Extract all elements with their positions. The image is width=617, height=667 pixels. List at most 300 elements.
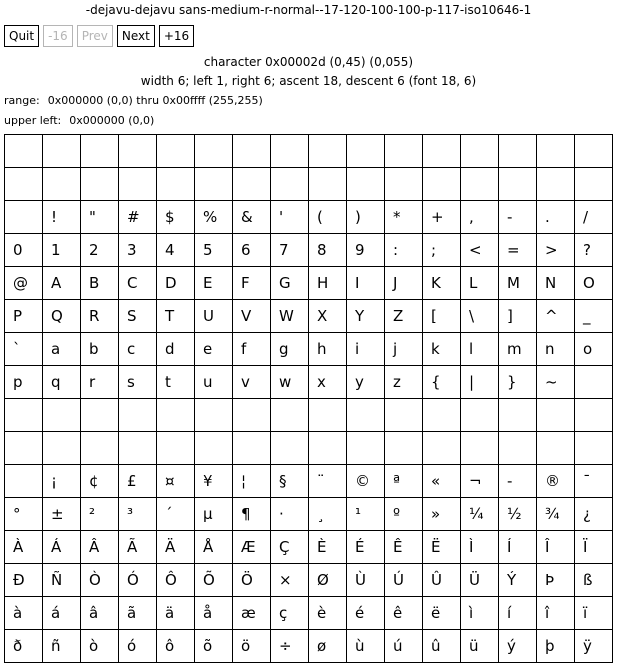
glyph-cell[interactable] <box>5 564 43 597</box>
glyph-cell[interactable] <box>195 531 233 564</box>
quit-button[interactable]: Quit <box>4 25 39 47</box>
glyph-cell[interactable] <box>271 432 309 465</box>
glyph-cell[interactable] <box>309 564 347 597</box>
glyph-cell[interactable] <box>309 432 347 465</box>
glyph-cell[interactable] <box>81 333 119 366</box>
glyph-cell[interactable] <box>461 465 499 498</box>
glyph-cell[interactable] <box>271 333 309 366</box>
glyph-cell[interactable] <box>575 564 613 597</box>
glyph-cell[interactable] <box>119 399 157 432</box>
glyph-cell[interactable] <box>157 135 195 168</box>
glyph-cell[interactable] <box>157 465 195 498</box>
glyph-cell[interactable] <box>271 267 309 300</box>
glyph-cell[interactable] <box>195 564 233 597</box>
glyph-char: ! <box>51 207 58 226</box>
glyph-cell[interactable] <box>575 366 613 399</box>
glyph-row <box>5 465 613 498</box>
glyph-cell[interactable] <box>271 564 309 597</box>
glyph-cell[interactable] <box>309 267 347 300</box>
glyph-cell[interactable] <box>537 597 575 630</box>
glyph-cell[interactable] <box>43 399 81 432</box>
glyph-cell[interactable] <box>461 333 499 366</box>
glyph-cell[interactable] <box>119 234 157 267</box>
glyph-cell[interactable] <box>157 300 195 333</box>
glyph-cell[interactable] <box>81 366 119 399</box>
glyph-char: ¾ <box>545 504 560 523</box>
glyph-cell[interactable] <box>271 300 309 333</box>
glyph-cell[interactable] <box>575 630 613 663</box>
glyph-cell[interactable] <box>119 498 157 531</box>
glyph-cell[interactable] <box>537 300 575 333</box>
glyph-cell[interactable] <box>461 399 499 432</box>
glyph-cell[interactable] <box>233 531 271 564</box>
glyph-cell[interactable] <box>385 300 423 333</box>
glyph-cell[interactable] <box>195 201 233 234</box>
glyph-cell[interactable] <box>347 597 385 630</box>
glyph-cell[interactable] <box>537 168 575 201</box>
glyph-cell[interactable] <box>157 201 195 234</box>
glyph-char: F <box>241 273 250 292</box>
glyph-cell[interactable] <box>499 333 537 366</box>
glyph-cell[interactable] <box>43 597 81 630</box>
glyph-cell[interactable] <box>43 630 81 663</box>
glyph-cell[interactable] <box>347 267 385 300</box>
glyph-char: Á <box>51 537 62 556</box>
glyph-cell[interactable] <box>423 498 461 531</box>
glyph-char: E <box>203 273 213 292</box>
glyph-cell[interactable] <box>347 201 385 234</box>
glyph-cell[interactable] <box>119 432 157 465</box>
glyph-cell[interactable] <box>499 366 537 399</box>
glyph-cell[interactable] <box>157 168 195 201</box>
glyph-cell[interactable] <box>347 432 385 465</box>
glyph-cell[interactable] <box>423 300 461 333</box>
glyph-cell[interactable] <box>309 234 347 267</box>
glyph-cell[interactable] <box>81 465 119 498</box>
glyph-cell[interactable] <box>309 630 347 663</box>
glyph-cell[interactable] <box>119 333 157 366</box>
glyph-cell[interactable] <box>423 630 461 663</box>
glyph-cell[interactable] <box>119 135 157 168</box>
glyph-cell[interactable] <box>43 465 81 498</box>
glyph-cell[interactable] <box>5 498 43 531</box>
glyph-char: * <box>393 207 401 226</box>
glyph-cell[interactable] <box>499 168 537 201</box>
glyph-cell[interactable] <box>537 498 575 531</box>
glyph-cell[interactable] <box>423 168 461 201</box>
glyph-char: % <box>203 207 218 226</box>
glyph-cell[interactable] <box>461 300 499 333</box>
glyph-cell[interactable] <box>575 201 613 234</box>
glyph-cell[interactable] <box>157 267 195 300</box>
glyph-char: B <box>89 273 100 292</box>
glyph-cell[interactable] <box>385 597 423 630</box>
glyph-cell[interactable] <box>461 201 499 234</box>
glyph-cell[interactable] <box>385 234 423 267</box>
glyph-cell[interactable] <box>5 135 43 168</box>
glyph-cell[interactable] <box>5 399 43 432</box>
glyph-cell[interactable] <box>81 267 119 300</box>
glyph-cell[interactable] <box>81 399 119 432</box>
glyph-cell[interactable] <box>271 630 309 663</box>
glyph-cell[interactable] <box>385 564 423 597</box>
glyph-cell[interactable] <box>157 234 195 267</box>
glyph-cell[interactable] <box>309 201 347 234</box>
glyph-cell[interactable] <box>461 531 499 564</box>
glyph-cell[interactable] <box>309 465 347 498</box>
glyph-cell[interactable] <box>385 465 423 498</box>
glyph-cell[interactable] <box>81 432 119 465</box>
glyph-cell[interactable] <box>537 465 575 498</box>
glyph-cell[interactable] <box>575 465 613 498</box>
glyph-cell[interactable] <box>81 135 119 168</box>
glyph-cell[interactable] <box>81 168 119 201</box>
glyph-cell[interactable] <box>271 399 309 432</box>
glyph-cell[interactable] <box>271 201 309 234</box>
glyph-char: ¬ <box>469 471 482 490</box>
glyph-cell[interactable] <box>195 399 233 432</box>
glyph-char: f <box>241 339 247 358</box>
glyph-cell[interactable] <box>195 135 233 168</box>
glyph-cell[interactable] <box>575 234 613 267</box>
plus16-button[interactable]: +16 <box>159 25 194 47</box>
glyph-cell[interactable] <box>5 201 43 234</box>
glyph-cell[interactable] <box>119 267 157 300</box>
glyph-cell[interactable] <box>537 333 575 366</box>
glyph-cell[interactable] <box>233 432 271 465</box>
glyph-cell[interactable] <box>43 168 81 201</box>
glyph-cell[interactable] <box>499 399 537 432</box>
glyph-cell[interactable] <box>5 267 43 300</box>
glyph-cell[interactable] <box>347 234 385 267</box>
glyph-cell[interactable] <box>233 333 271 366</box>
glyph-char: º <box>393 504 401 523</box>
glyph-cell[interactable] <box>43 333 81 366</box>
glyph-cell[interactable] <box>385 399 423 432</box>
glyph-cell[interactable] <box>43 300 81 333</box>
glyph-cell[interactable] <box>461 432 499 465</box>
glyph-cell[interactable] <box>119 531 157 564</box>
glyph-cell[interactable] <box>347 564 385 597</box>
glyph-cell[interactable] <box>271 234 309 267</box>
glyph-cell[interactable] <box>423 531 461 564</box>
glyph-cell[interactable] <box>157 630 195 663</box>
glyph-cell[interactable] <box>499 201 537 234</box>
glyph-cell[interactable] <box>347 630 385 663</box>
glyph-cell[interactable] <box>575 300 613 333</box>
glyph-cell[interactable] <box>5 531 43 564</box>
glyph-cell[interactable] <box>43 201 81 234</box>
glyph-cell[interactable] <box>347 498 385 531</box>
glyph-cell[interactable] <box>347 135 385 168</box>
glyph-cell[interactable] <box>499 135 537 168</box>
glyph-cell[interactable] <box>385 498 423 531</box>
glyph-cell[interactable] <box>195 597 233 630</box>
glyph-cell[interactable] <box>43 366 81 399</box>
glyph-char: _ <box>583 306 591 325</box>
glyph-cell[interactable] <box>5 465 43 498</box>
glyph-cell[interactable] <box>385 168 423 201</box>
glyph-cell[interactable] <box>461 498 499 531</box>
glyph-cell[interactable] <box>537 267 575 300</box>
glyph-cell[interactable] <box>309 366 347 399</box>
glyph-cell[interactable] <box>119 564 157 597</box>
glyph-cell[interactable] <box>195 267 233 300</box>
glyph-cell[interactable] <box>5 333 43 366</box>
glyph-char: 3 <box>127 240 137 259</box>
glyph-char: ú <box>393 636 403 655</box>
glyph-cell[interactable] <box>81 234 119 267</box>
glyph-cell[interactable] <box>233 168 271 201</box>
glyph-cell[interactable] <box>347 531 385 564</box>
glyph-cell[interactable] <box>195 498 233 531</box>
glyph-cell[interactable] <box>309 333 347 366</box>
glyph-cell[interactable] <box>309 168 347 201</box>
glyph-cell[interactable] <box>385 531 423 564</box>
glyph-char: í <box>507 603 512 622</box>
glyph-cell[interactable] <box>195 432 233 465</box>
glyph-cell[interactable] <box>461 564 499 597</box>
glyph-cell[interactable] <box>461 135 499 168</box>
glyph-cell[interactable] <box>271 498 309 531</box>
glyph-cell[interactable] <box>195 465 233 498</box>
glyph-cell[interactable] <box>81 630 119 663</box>
glyph-cell[interactable] <box>43 531 81 564</box>
glyph-cell[interactable] <box>119 366 157 399</box>
glyph-cell[interactable] <box>309 531 347 564</box>
glyph-cell[interactable] <box>195 168 233 201</box>
glyph-cell[interactable] <box>575 399 613 432</box>
glyph-cell[interactable] <box>157 399 195 432</box>
glyph-char: ÿ <box>583 636 592 655</box>
glyph-cell[interactable] <box>537 564 575 597</box>
glyph-cell[interactable] <box>537 630 575 663</box>
glyph-row <box>5 432 613 465</box>
glyph-cell[interactable] <box>119 597 157 630</box>
glyph-cell[interactable] <box>347 399 385 432</box>
glyph-cell[interactable] <box>423 201 461 234</box>
glyph-cell[interactable] <box>271 135 309 168</box>
glyph-cell[interactable] <box>461 597 499 630</box>
glyph-cell[interactable] <box>81 498 119 531</box>
glyph-char: ? <box>583 240 591 259</box>
glyph-cell[interactable] <box>461 168 499 201</box>
glyph-row <box>5 531 613 564</box>
glyph-cell[interactable] <box>309 498 347 531</box>
glyph-char: / <box>583 207 589 226</box>
glyph-cell[interactable] <box>5 366 43 399</box>
glyph-cell[interactable] <box>499 531 537 564</box>
glyph-cell[interactable] <box>5 300 43 333</box>
glyph-cell[interactable] <box>537 399 575 432</box>
glyph-cell[interactable] <box>233 267 271 300</box>
glyph-cell[interactable] <box>233 366 271 399</box>
glyph-cell[interactable] <box>309 135 347 168</box>
glyph-cell[interactable] <box>157 564 195 597</box>
glyph-cell[interactable] <box>233 135 271 168</box>
glyph-cell[interactable] <box>575 135 613 168</box>
glyph-cell[interactable] <box>423 366 461 399</box>
glyph-cell[interactable] <box>157 366 195 399</box>
glyph-cell[interactable] <box>157 432 195 465</box>
glyph-cell[interactable] <box>575 168 613 201</box>
glyph-row <box>5 300 613 333</box>
glyph-cell[interactable] <box>537 366 575 399</box>
glyph-cell[interactable] <box>499 465 537 498</box>
glyph-cell[interactable] <box>81 531 119 564</box>
glyph-cell[interactable] <box>5 597 43 630</box>
glyph-cell[interactable] <box>233 630 271 663</box>
glyph-cell[interactable] <box>119 630 157 663</box>
glyph-cell[interactable] <box>575 498 613 531</box>
glyph-cell[interactable] <box>233 597 271 630</box>
glyph-cell[interactable] <box>461 267 499 300</box>
glyph-cell[interactable] <box>43 267 81 300</box>
glyph-cell[interactable] <box>385 135 423 168</box>
glyph-cell[interactable] <box>499 597 537 630</box>
glyph-cell[interactable] <box>423 333 461 366</box>
glyph-cell[interactable] <box>43 498 81 531</box>
glyph-cell[interactable] <box>195 300 233 333</box>
glyph-char: ó <box>127 636 137 655</box>
glyph-cell[interactable] <box>423 399 461 432</box>
glyph-cell[interactable] <box>195 234 233 267</box>
glyph-cell[interactable] <box>347 168 385 201</box>
glyph-char: Ê <box>393 537 403 556</box>
glyph-char: y <box>355 372 364 391</box>
upper-left-value: 0x000000 (0,0) <box>69 114 155 127</box>
glyph-cell[interactable] <box>195 630 233 663</box>
glyph-cell[interactable] <box>423 597 461 630</box>
toolbar <box>4 25 194 47</box>
glyph-char: £ <box>127 471 137 490</box>
glyph-cell[interactable] <box>347 366 385 399</box>
glyph-cell[interactable] <box>423 234 461 267</box>
glyph-cell[interactable] <box>81 564 119 597</box>
glyph-cell[interactable] <box>537 531 575 564</box>
glyph-cell[interactable] <box>385 432 423 465</box>
glyph-cell[interactable] <box>423 465 461 498</box>
glyph-cell[interactable] <box>385 267 423 300</box>
glyph-cell[interactable] <box>195 366 233 399</box>
glyph-cell[interactable] <box>5 234 43 267</box>
glyph-cell[interactable] <box>271 366 309 399</box>
glyph-cell[interactable] <box>233 498 271 531</box>
glyph-cell[interactable] <box>575 267 613 300</box>
glyph-cell[interactable] <box>575 333 613 366</box>
glyph-cell[interactable] <box>309 597 347 630</box>
glyph-cell[interactable] <box>309 300 347 333</box>
glyph-cell[interactable] <box>233 201 271 234</box>
glyph-cell[interactable] <box>271 465 309 498</box>
glyph-cell[interactable] <box>575 432 613 465</box>
glyph-cell[interactable] <box>537 234 575 267</box>
glyph-cell[interactable] <box>347 465 385 498</box>
glyph-cell[interactable] <box>385 630 423 663</box>
glyph-cell[interactable] <box>233 564 271 597</box>
glyph-cell[interactable] <box>461 366 499 399</box>
glyph-char: Y <box>355 306 365 325</box>
glyph-char: ¤ <box>165 471 175 490</box>
glyph-char: ± <box>51 504 64 523</box>
glyph-cell[interactable] <box>423 135 461 168</box>
glyph-cell[interactable] <box>5 168 43 201</box>
glyph-cell[interactable] <box>309 399 347 432</box>
glyph-cell[interactable] <box>499 432 537 465</box>
minus16-button[interactable]: -16 <box>43 25 73 47</box>
glyph-cell[interactable] <box>119 201 157 234</box>
glyph-cell[interactable] <box>119 465 157 498</box>
glyph-cell[interactable] <box>461 630 499 663</box>
prev-button[interactable]: Prev <box>77 25 113 47</box>
glyph-cell[interactable] <box>461 234 499 267</box>
glyph-cell[interactable] <box>233 300 271 333</box>
glyph-cell[interactable] <box>537 135 575 168</box>
glyph-cell[interactable] <box>499 300 537 333</box>
glyph-cell[interactable] <box>499 234 537 267</box>
glyph-cell[interactable] <box>233 465 271 498</box>
glyph-cell[interactable] <box>423 564 461 597</box>
glyph-cell[interactable] <box>537 432 575 465</box>
glyph-cell[interactable] <box>157 597 195 630</box>
glyph-cell[interactable] <box>271 531 309 564</box>
glyph-cell[interactable] <box>423 432 461 465</box>
glyph-char: c <box>127 339 136 358</box>
glyph-cell[interactable] <box>271 168 309 201</box>
glyph-cell[interactable] <box>81 597 119 630</box>
glyph-cell[interactable] <box>5 630 43 663</box>
glyph-cell[interactable] <box>195 333 233 366</box>
glyph-cell[interactable] <box>43 234 81 267</box>
glyph-cell[interactable] <box>119 168 157 201</box>
glyph-cell[interactable] <box>157 333 195 366</box>
glyph-cell[interactable] <box>43 432 81 465</box>
glyph-cell[interactable] <box>81 300 119 333</box>
glyph-cell[interactable] <box>43 135 81 168</box>
next-button[interactable]: Next <box>117 25 155 47</box>
glyph-cell[interactable] <box>385 333 423 366</box>
glyph-char: ò <box>89 636 99 655</box>
glyph-row <box>5 234 613 267</box>
glyph-cell[interactable] <box>271 597 309 630</box>
glyph-cell[interactable] <box>575 531 613 564</box>
glyph-cell[interactable] <box>347 300 385 333</box>
glyph-char: Ò <box>89 570 101 589</box>
glyph-cell[interactable] <box>499 267 537 300</box>
glyph-cell[interactable] <box>575 597 613 630</box>
glyph-cell[interactable] <box>119 300 157 333</box>
glyph-cell[interactable] <box>157 531 195 564</box>
glyph-cell[interactable] <box>347 333 385 366</box>
glyph-cell[interactable] <box>5 432 43 465</box>
glyph-cell[interactable] <box>499 564 537 597</box>
glyph-cell[interactable] <box>499 630 537 663</box>
glyph-cell[interactable] <box>385 366 423 399</box>
glyph-char: > <box>545 240 558 259</box>
glyph-cell[interactable] <box>423 267 461 300</box>
glyph-cell[interactable] <box>157 498 195 531</box>
glyph-cell[interactable] <box>233 234 271 267</box>
glyph-cell[interactable] <box>43 564 81 597</box>
glyph-cell[interactable] <box>233 399 271 432</box>
glyph-cell[interactable] <box>81 201 119 234</box>
glyph-char: » <box>431 504 441 523</box>
glyph-char: z <box>393 372 401 391</box>
glyph-char: " <box>89 207 96 226</box>
glyph-cell[interactable] <box>499 498 537 531</box>
glyph-cell[interactable] <box>537 201 575 234</box>
glyph-cell[interactable] <box>385 201 423 234</box>
